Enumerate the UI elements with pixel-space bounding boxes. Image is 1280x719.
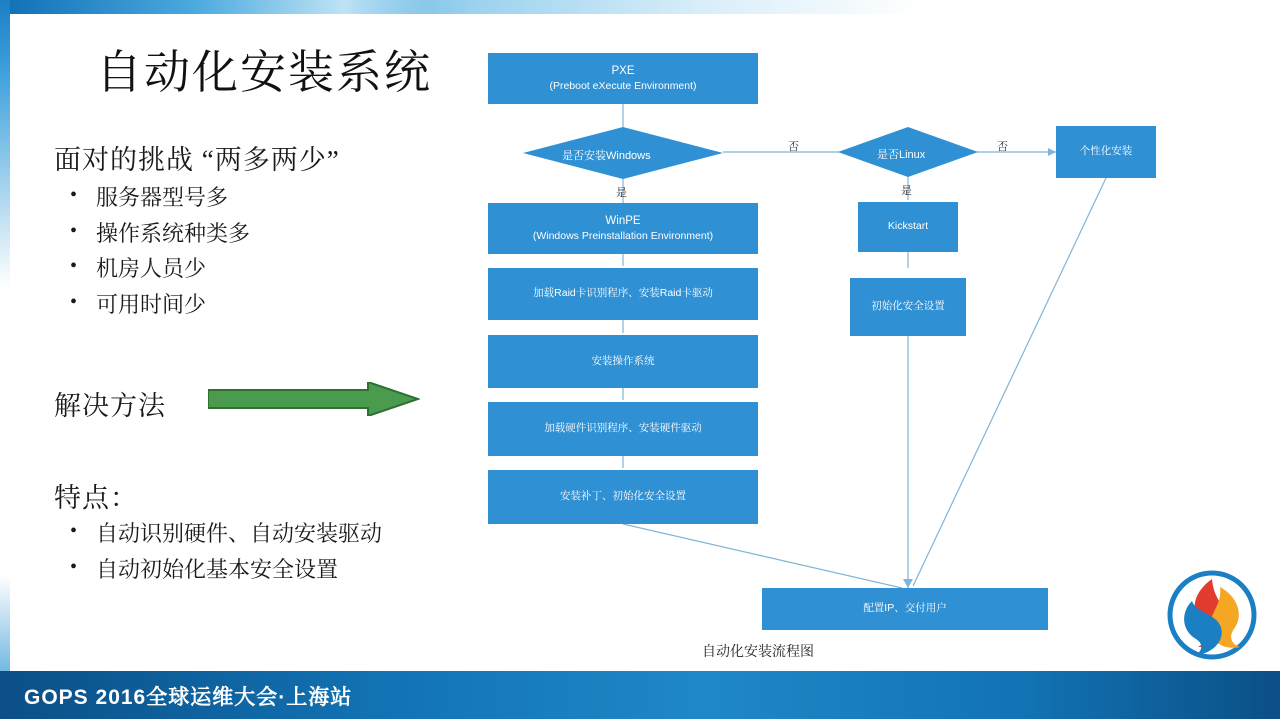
list-item: • 服务器型号多 — [54, 180, 250, 216]
edge-label-windows-no: 否 — [788, 141, 799, 153]
decision-windows-label: 是否安装Windows — [562, 150, 651, 162]
node-winpe — [488, 203, 758, 254]
node-install-os — [488, 335, 758, 388]
footer-text: GOPS 2016全球运维大会·上海站 — [24, 686, 353, 709]
solution-heading: 解决方法 — [54, 391, 166, 421]
node-patch-security — [488, 470, 758, 524]
node-kickstart — [858, 202, 958, 252]
top-bar-gradient — [0, 0, 430, 14]
node-init-security-label: 初始化安全设置 — [871, 300, 945, 313]
green-arrow-icon — [208, 382, 420, 416]
node-patch-security-label: 安装补丁、初始化安全设置 — [560, 490, 686, 503]
top-decorative-bar — [0, 0, 1280, 14]
feature-heading: 特点： — [54, 483, 138, 513]
list-item: • 可用时间少 — [54, 287, 250, 323]
gops-logo-icon — [1162, 567, 1262, 663]
node-pxe-line2: (Preboot eXecute Environment) — [549, 80, 697, 93]
node-deliver-user-label: 配置IP、交付用户 — [863, 602, 947, 615]
node-pxe-line1: PXE — [611, 64, 635, 77]
node-install-os-label: 安装操作系统 — [591, 354, 655, 367]
edge-label-linux-no: 否 — [997, 141, 1008, 153]
edge-label-windows-yes: 是 — [616, 187, 627, 199]
node-deliver-user — [762, 588, 1048, 630]
node-hardware-driver-label: 加载硬件识别程序、安装硬件驱动 — [544, 422, 702, 435]
node-raid-driver-label: 加载Raid卡识别程序、安装Raid卡驱动 — [533, 287, 713, 300]
node-init-security — [850, 278, 966, 336]
flowchart — [470, 28, 1170, 668]
node-winpe-line1: WinPE — [605, 214, 641, 227]
node-hardware-driver — [488, 402, 758, 456]
list-item: • 机房人员少 — [54, 251, 250, 287]
footer-bar — [0, 671, 1280, 719]
challenge-heading: 面对的挑战 “两多两少” — [54, 145, 340, 175]
flowchart-caption: 自动化安装流程图 — [702, 645, 814, 660]
node-raid-driver — [488, 268, 758, 320]
node-kickstart-label: Kickstart — [887, 220, 929, 233]
node-winpe-line2: (Windows Preinstallation Environment) — [532, 230, 714, 243]
page-title: 自动化安装系统 — [96, 47, 432, 98]
left-decorative-edge — [0, 0, 10, 719]
decision-linux-label: 是否Linux — [877, 149, 926, 161]
feature-list — [54, 516, 382, 587]
edge-label-linux-yes: 是 — [901, 185, 912, 197]
list-item: • 自动初始化基本安全设置 — [54, 552, 382, 588]
node-custom-install-label: 个性化安装 — [1079, 145, 1133, 158]
node-pxe — [488, 53, 758, 104]
list-item: • 自动识别硬件、自动安装驱动 — [54, 516, 382, 552]
challenge-list — [54, 180, 250, 323]
node-custom-install — [1056, 126, 1156, 178]
list-item: • 操作系统种类多 — [54, 216, 250, 252]
